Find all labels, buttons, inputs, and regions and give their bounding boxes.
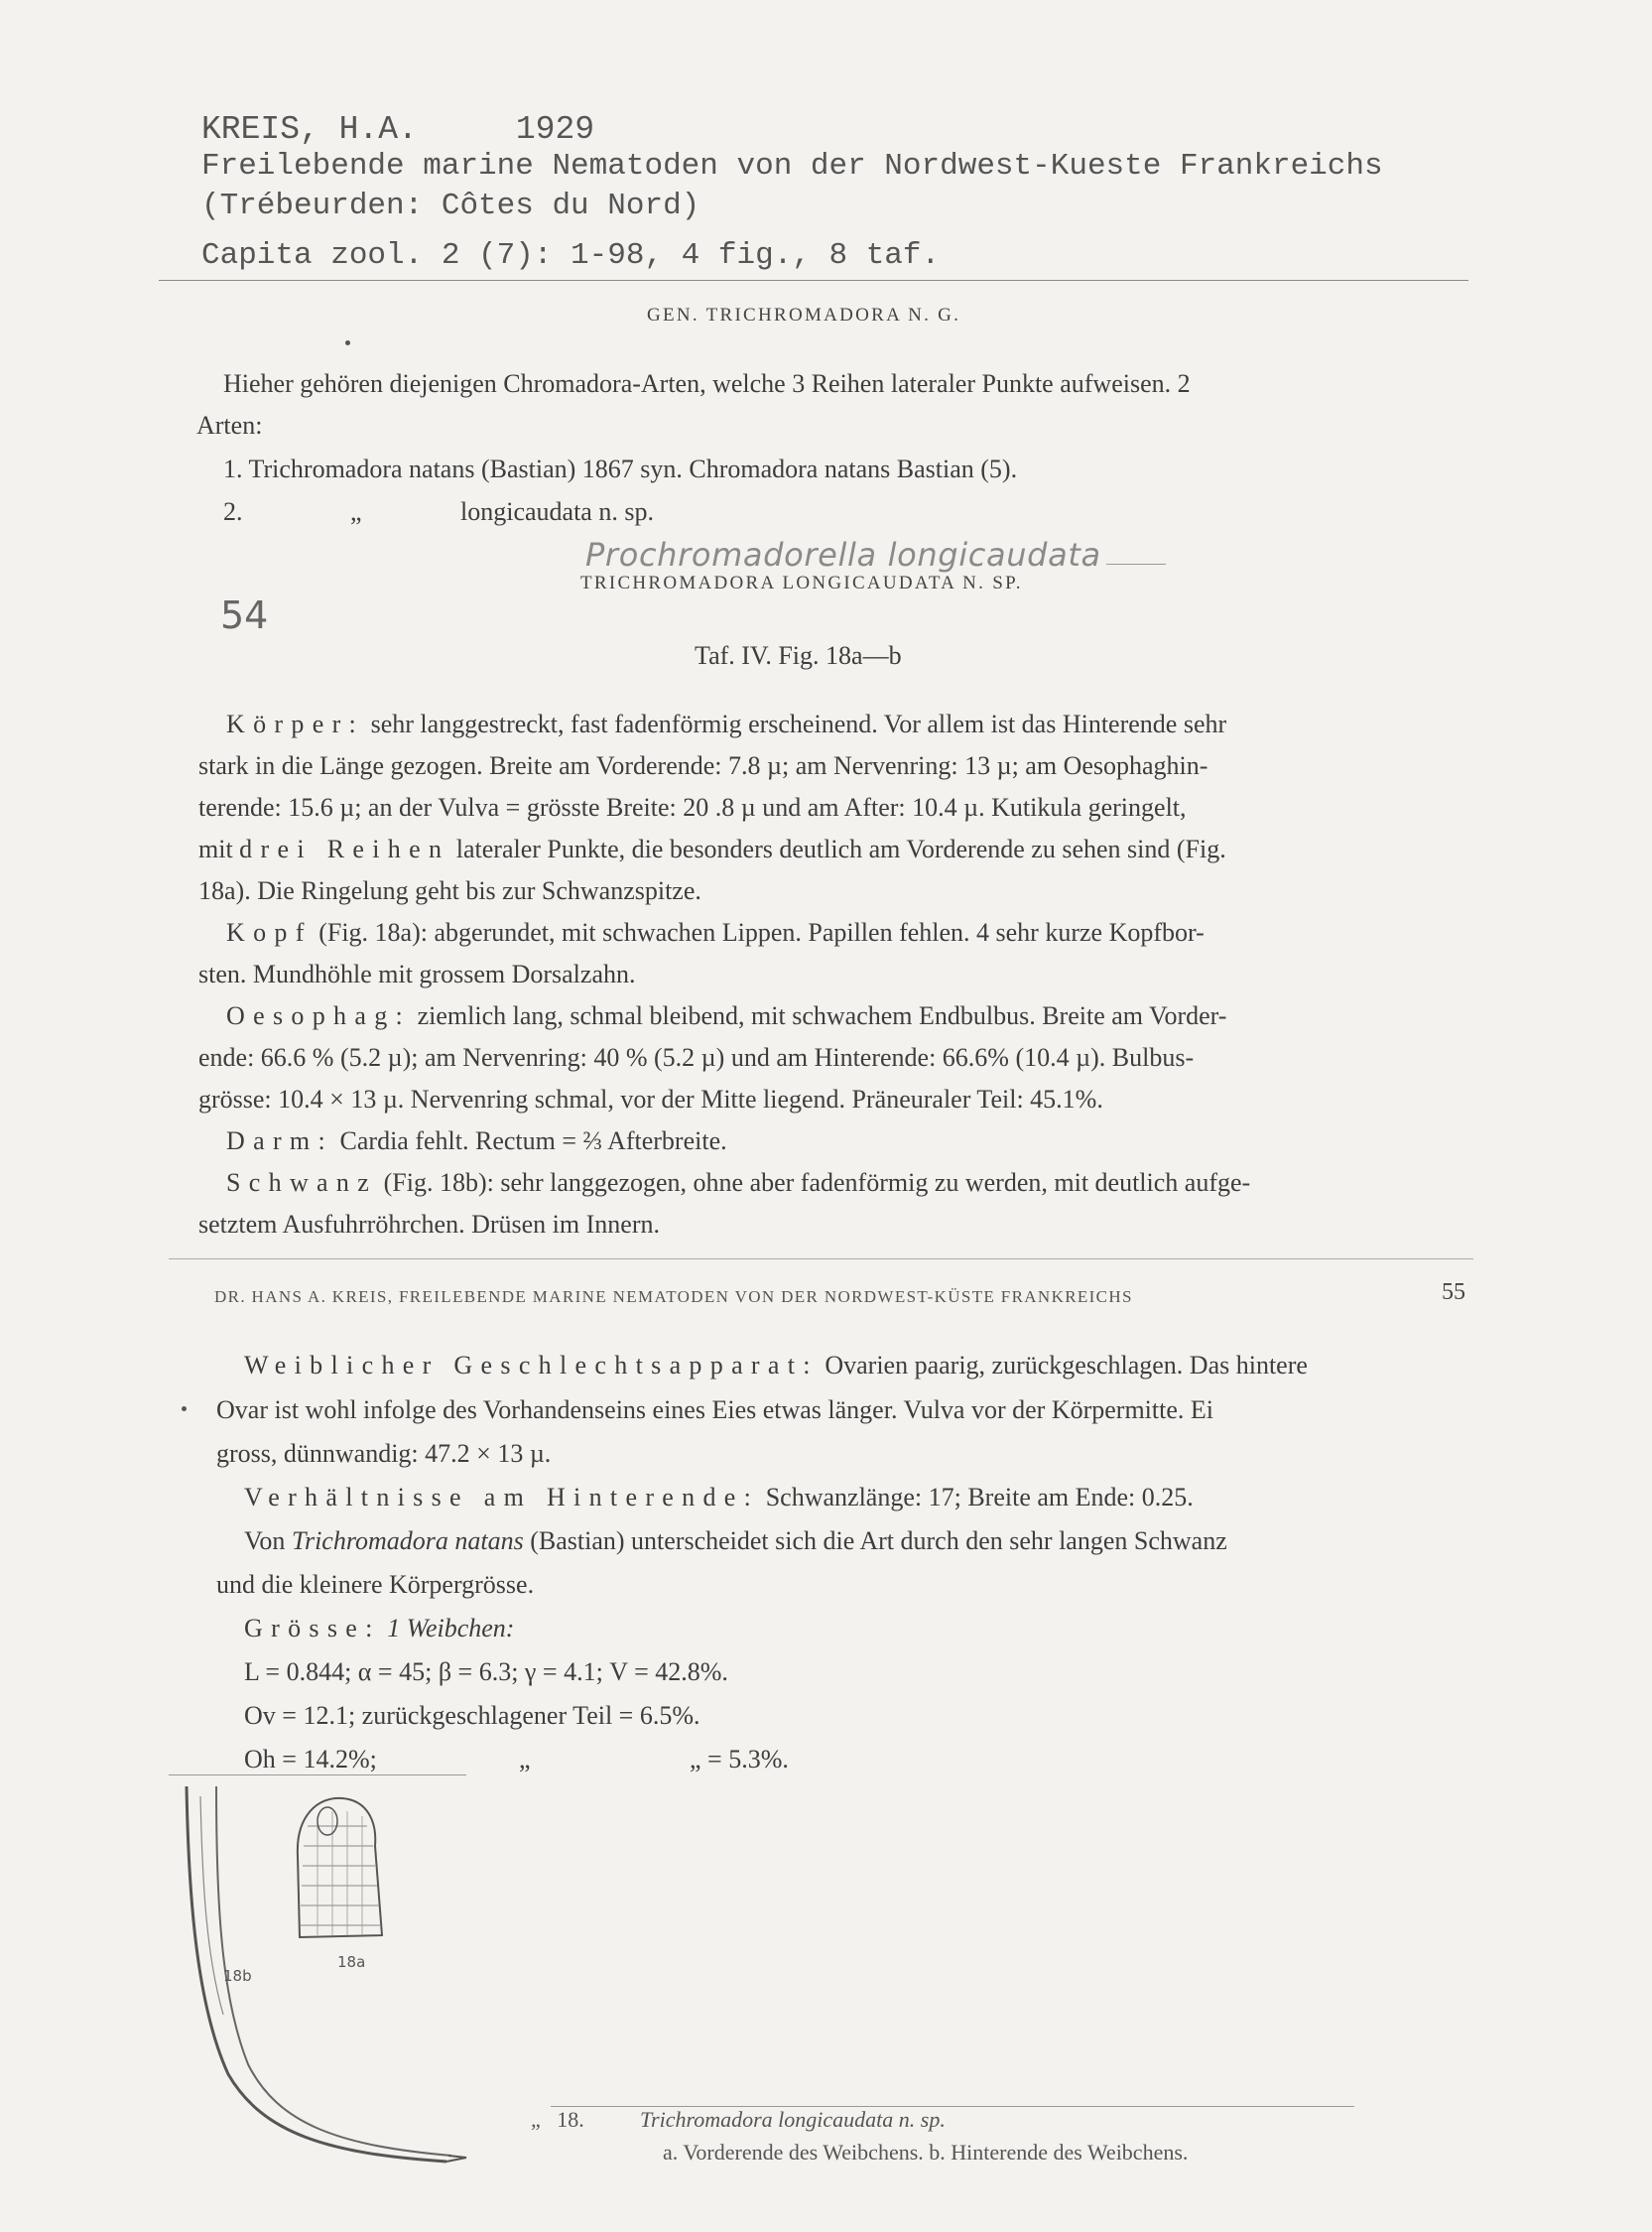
running-head: DR. HANS A. KREIS, FREILEBENDE MARINE NEMATODEN VON DER NORDWEST-KÜSTE FRANKREICHS bbox=[214, 1287, 1133, 1306]
kopf-line2: sten. Mundhöhle mit grossem Dorsalzahn. bbox=[198, 960, 636, 988]
koerper-line1 bbox=[226, 704, 1226, 745]
groesse-label: Grösse: bbox=[244, 1614, 381, 1642]
weibl-text: Ovarien paarig, zurückgeschlagen. Das hintere bbox=[825, 1351, 1308, 1379]
formula-oh-a: Oh = 14.2%; bbox=[244, 1745, 377, 1773]
formula-oh-c: „ = 5.3%. bbox=[690, 1745, 789, 1773]
koerper-line2: stark in die Länge gezogen. Breite am Vorderende: 7.8 µ; am Nervenring: 13 µ; am Oesophaghin- bbox=[198, 751, 1208, 780]
schwanz-line1 bbox=[226, 1162, 1250, 1204]
von-rest: (Bastian) unterscheidet sich die Art durch den sehr langen Schwanz bbox=[530, 1526, 1227, 1555]
koerper-text: sehr langgestreckt, fast fadenförmig erscheinend. Vor allem ist das Hinterende sehr bbox=[370, 710, 1227, 738]
formula-divider bbox=[169, 1774, 466, 1775]
formula-ov: Ov = 12.1; zurückgeschlagener Teil = 6.5%. bbox=[244, 1701, 700, 1730]
koerper-lateraler: lateraler Punkte, die besonders deutlich am Vorderende zu sehen sind (Fig. bbox=[455, 835, 1226, 863]
handwritten-page-number: 54 bbox=[220, 593, 269, 637]
card-divider bbox=[159, 280, 1468, 281]
darm-line bbox=[226, 1120, 727, 1162]
oesophag-text: ziemlich lang, schmal bleibend, mit schwachem Endbulbus. Breite am Vorder- bbox=[417, 1001, 1227, 1030]
figure-label-18b: 18b bbox=[223, 1967, 252, 1985]
oesophag-line2: ende: 66.6 % (5.2 µ); am Nervenring: 40 % (5.2 µ) und am Hinterende: 66.6% (10.4 µ). Bulbus- bbox=[198, 1043, 1195, 1072]
von-word: Von bbox=[244, 1526, 286, 1555]
groesse-line bbox=[244, 1608, 514, 1649]
schwanz-line2: setztem Ausfuhrröhrchen. Drüsen im Innern. bbox=[198, 1210, 660, 1239]
species-list-item-2-number: 2. bbox=[223, 497, 243, 526]
handwritten-underline bbox=[1106, 564, 1166, 565]
schwanz-text: (Fig. 18b): sehr langgezogen, ohne aber fadenförmig zu werden, mit deutlich aufge- bbox=[383, 1168, 1251, 1197]
section-divider bbox=[169, 1258, 1473, 1259]
page-number: 55 bbox=[1442, 1279, 1465, 1305]
weibl-label: Weiblicher Geschlechtsapparat: bbox=[244, 1351, 819, 1379]
koerper-drei-reihen: drei Reihen bbox=[239, 835, 450, 863]
koerper-line4 bbox=[198, 829, 1226, 870]
card-title-line2: (Trébeurden: Côtes du Nord) bbox=[201, 189, 700, 223]
von-line2: und die kleinere Körpergrösse. bbox=[216, 1570, 535, 1599]
kopf-text: (Fig. 18a): abgerundet, mit schwachen Lippen. Papillen fehlen. 4 sehr kurze Kopfbor- bbox=[318, 918, 1205, 947]
species-list-item-1: 1. Trichromadora natans (Bastian) 1867 syn. Chromadora natans Bastian (5). bbox=[223, 455, 1018, 483]
card-author-year: KREIS, H.A. 1929 bbox=[201, 111, 595, 148]
genus-heading: GEN. TRICHROMADORA N. G. bbox=[647, 305, 961, 326]
koerper-mit: mit bbox=[198, 835, 233, 863]
formula-l: L = 0.844; α = 45; β = 6.3; γ = 4.1; V = 42.8%. bbox=[244, 1657, 728, 1686]
card-title-line1: Freilebende marine Nematoden von der Nordwest-Kueste Frankreichs bbox=[201, 149, 1383, 184]
koerper-label: Körper: bbox=[226, 710, 365, 738]
plate-reference: Taf. IV. Fig. 18a—b bbox=[695, 641, 902, 670]
species-list-item-2-ditto: „ bbox=[350, 497, 362, 526]
nematode-tail-tip bbox=[446, 2156, 466, 2162]
card-citation: Capita zool. 2 (7): 1-98, 4 fig., 8 taf. bbox=[201, 238, 941, 273]
schwanz-label: Schwanz bbox=[226, 1168, 378, 1197]
intro-line1: Hieher gehören diejenigen Chromadora-Arten, welche 3 Reihen lateraler Punkte aufweisen. 2 bbox=[223, 369, 1191, 398]
kopf-label: Kopf bbox=[226, 918, 313, 947]
weibl-line3: gross, dünnwandig: 47.2 × 13 µ. bbox=[216, 1439, 552, 1468]
weibl-line1 bbox=[244, 1345, 1308, 1386]
species-heading: TRICHROMADORA LONGICAUDATA N. SP. bbox=[580, 573, 1023, 593]
bullet-dot bbox=[345, 340, 350, 345]
darm-label: Darm: bbox=[226, 1126, 334, 1155]
oesophag-line3: grösse: 10.4 × 13 µ. Nervenring schmal, vor der Mitte liegend. Präneuraler Teil: 45.1%. bbox=[198, 1085, 1103, 1114]
groesse-sub: 1 Weibchen: bbox=[387, 1614, 515, 1642]
verh-text: Schwanzlänge: 17; Breite am Ende: 0.25. bbox=[765, 1483, 1194, 1511]
darm-text: Cardia fehlt. Rectum = ⅔ Afterbreite. bbox=[339, 1126, 727, 1155]
koerper-line5: 18a). Die Ringelung geht bis zur Schwanzspitze. bbox=[198, 876, 701, 905]
weibl-line2: Ovar ist wohl infolge des Vorhandenseins eines Eies etwas länger. Vulva vor der Körpermitte. Ei bbox=[216, 1395, 1213, 1424]
oesophag-line1 bbox=[226, 995, 1226, 1037]
intro-line2: Arten: bbox=[196, 411, 263, 440]
kopf-line1 bbox=[226, 912, 1205, 954]
von-line1 bbox=[244, 1520, 1227, 1562]
formula-oh-ditto: „ bbox=[519, 1745, 531, 1773]
figure-label-18a: 18a bbox=[337, 1953, 366, 1971]
verh-label: Verhältnisse am Hinterende: bbox=[244, 1483, 760, 1511]
margin-dot bbox=[182, 1406, 187, 1411]
verh-line bbox=[244, 1477, 1194, 1518]
oesophag-label: Oesophag: bbox=[226, 1001, 412, 1030]
koerper-line3: terende: 15.6 µ; an der Vulva = grösste Breite: 20 .8 µ und am After: 10.4 µ. Kutikula geringelt, bbox=[198, 793, 1187, 822]
handwritten-annotation: Prochromadorella longicaudata bbox=[585, 536, 1101, 574]
caption-number: „ 18. bbox=[531, 2107, 584, 2132]
von-species: Trichromadora natans bbox=[291, 1526, 524, 1555]
nematode-head-drawing bbox=[298, 1798, 382, 1937]
species-list-item-2-text: longicaudata n. sp. bbox=[460, 497, 654, 526]
caption-title: Trichromadora longicaudata n. sp. bbox=[640, 2107, 946, 2132]
caption-subtext: a. Vorderende des Weibchens. b. Hinterende des Weibchens. bbox=[663, 2140, 1189, 2165]
